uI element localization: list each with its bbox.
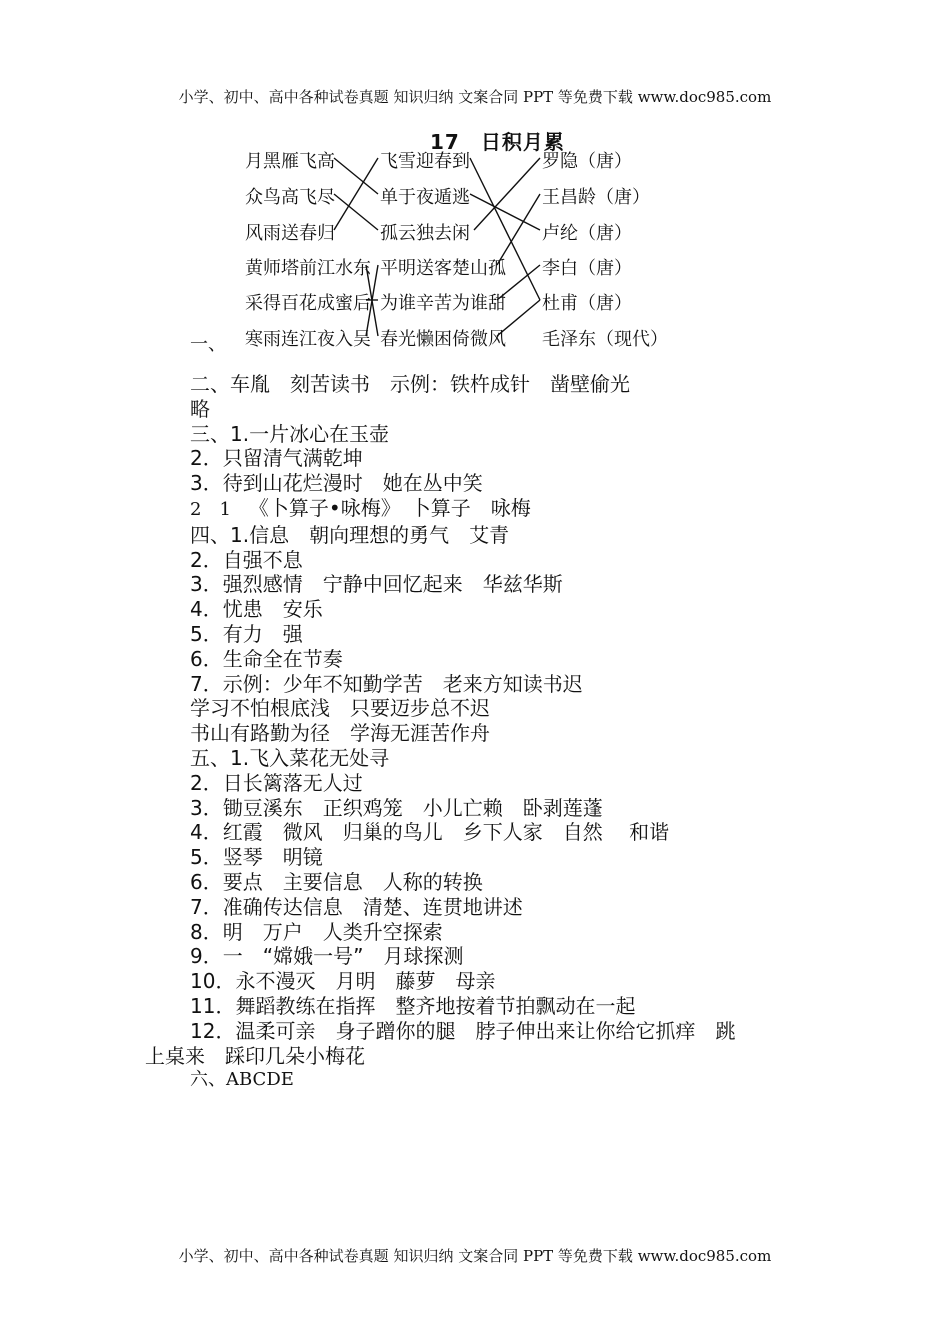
answer-line: 4．红霞 微风 归巢的鸟儿 乡下人家 自然 和谐	[190, 820, 670, 845]
answer-line: 8．明 万户 人类升空探索	[190, 919, 443, 944]
answer-line: 学习不怕根底浅 只要迈步总不迟	[190, 696, 490, 721]
match-line	[334, 158, 378, 194]
answer-line: 4．忧患 安乐	[190, 597, 323, 622]
answer-line: 2．只留清气满乾坤	[190, 446, 363, 471]
col3-item: 王昌龄（唐）	[542, 187, 650, 208]
answer-line: 10．永不漫灭 月明 藤萝 母亲	[190, 969, 496, 994]
answer-line: 7．示例：少年不知勤学苦 老来方知读书迟	[190, 671, 583, 696]
answer-line: 7．准确传达信息 清楚、连贯地讲述	[190, 894, 523, 919]
answer-line: 五、1.飞入菜花无处寻	[190, 745, 390, 770]
col1-item: 月黑雁飞高	[245, 151, 335, 172]
answer-line: 6．生命全在节奏	[190, 646, 343, 671]
answer-line: 2．日长篱落无人过	[190, 770, 363, 795]
answer-line: 5．竖琴 明镜	[190, 845, 323, 870]
col3-item: 李白（唐）	[542, 258, 632, 279]
col3-item: 杜甫（唐）	[542, 293, 632, 314]
answer-line: 11．舞蹈教练在指挥 整齐地按着节拍飘动在一起	[190, 993, 636, 1018]
answer-line: 三、1.一片冰心在玉壶	[190, 421, 390, 446]
answer-line	[145, 496, 825, 523]
col1-item: 寒雨连江夜入吴	[245, 329, 371, 350]
col2-item: 飞雪迎春到	[380, 151, 470, 172]
col2-item: 为谁辛苦为谁甜	[380, 293, 506, 314]
match-line	[474, 158, 540, 230]
col2-item: 孤云独去闲	[380, 223, 470, 244]
answer-line: 3．强烈感情 宁静中回忆起来 华兹华斯	[190, 572, 563, 597]
match-line	[334, 194, 378, 230]
col2-item: 平明送客楚山孤	[380, 258, 506, 279]
answer-line: 9．一 “嫦娥一号” 月球探测	[190, 944, 464, 969]
answer-line: 2．自强不息	[190, 547, 303, 572]
answer-line: 略	[190, 396, 210, 421]
answer-line: 3．待到山花烂漫时 她在丛中笑	[190, 471, 483, 496]
answer-line: 书山有路勤为径 学海无涯苦作舟	[190, 721, 490, 746]
answer-line: 5．有力 强	[190, 621, 303, 646]
col2-item: 单于夜遁逃	[380, 187, 470, 208]
col1-item: 黄师塔前江水东	[245, 258, 371, 279]
lesson-title: 17 日积月累	[430, 130, 565, 154]
answer-line: 四、1.信息 朝向理想的勇气 艾青	[190, 522, 510, 547]
col1-item: 众鸟高飞尽	[245, 187, 335, 208]
answer-number: 2 1	[190, 498, 231, 520]
page-footer: 小学、初中、高中各种试卷真题 知识归纳 文案合同 PPT 等免费下载 www.doc985.com	[178, 1247, 772, 1265]
answer-line: 上桌来 踩印几朵小梅花	[145, 1043, 365, 1068]
col3-item: 毛泽东（现代）	[542, 329, 668, 350]
page-header: 小学、初中、高中各种试卷真题 知识归纳 文案合同 PPT 等免费下载 www.doc985.com	[178, 88, 772, 106]
col1-item: 采得百花成蜜后	[245, 293, 371, 314]
answer-line: 6．要点 主要信息 人称的转换	[190, 869, 483, 894]
section1-label: 一、	[190, 334, 226, 355]
col3-item: 卢纶（唐）	[542, 223, 632, 244]
answer-line: 二、车胤 刻苦读书 示例：铁杵成针 凿壁偷光	[190, 372, 630, 396]
answer-line: 六、ABCDE	[190, 1069, 294, 1091]
answer-line: 12．温柔可亲 身子蹭你的腿 脖子伸出来让你给它抓痒 跳	[190, 1018, 736, 1043]
answer-list	[145, 372, 825, 1093]
answer-line: 3．锄豆溪东 正织鸡笼 小儿亡赖 卧剥莲蓬	[190, 795, 603, 820]
col1-item: 风雨送春归	[245, 223, 335, 244]
answer-text: 《卜算子•咏梅》 卜算子 咏梅	[248, 495, 531, 520]
col2-item: 春光懒困倚微风	[380, 329, 506, 350]
match-line	[334, 158, 378, 230]
col3-item: 罗隐（唐）	[542, 151, 632, 172]
